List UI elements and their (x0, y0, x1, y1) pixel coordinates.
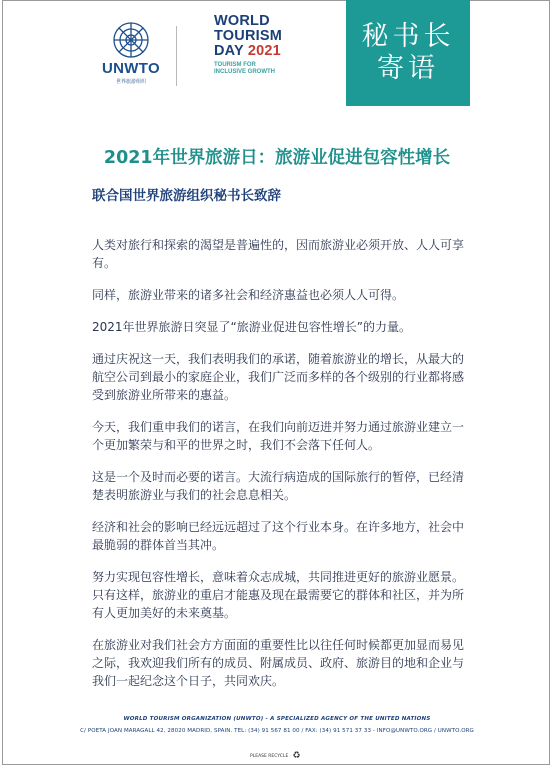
footer-address: C/ POETA JOAN MARAGALL 42, 28020 MADRID, SPAIN. TEL: (34) 91 567 81 00 / FAX: (34) 91 571 37 33 - INFO@UNWTO.ORG / UNWTO.ORG (80, 728, 474, 734)
sg-line-2: 寄语 (377, 53, 439, 84)
wtd-day: DAY (214, 43, 244, 59)
footer-recycle (250, 752, 300, 761)
header-divider (176, 26, 177, 86)
page-subtitle: 联合国世界旅游组织秘书长致辞 (92, 188, 281, 204)
recycle-icon: ♻ (292, 751, 301, 761)
wtd-line-tourism: TOURISM (214, 28, 282, 44)
paragraph: 经济和社会的影响已经远远超过了这个行业本身。在许多地方，社会中最脆弱的群体首当其冲。 (92, 520, 465, 552)
world-tourism-day-logo (214, 14, 324, 94)
wtd-tagline-1: TOURISM FOR (214, 62, 256, 68)
paragraph: 2021年世界旅游日突显了“旅游业促进包容性增长”的力量。 (92, 320, 411, 334)
unwto-subtitle: 世界旅游组织 (115, 79, 146, 85)
unwto-name: UNWTO (102, 60, 160, 77)
wtd-year: 2021 (247, 43, 281, 59)
sg-line-1: 秘书长 (361, 21, 455, 52)
paragraph: 今天，我们重申我们的诺言，在我们向前迈进并努力通过旅游业建立一个更加繁荣与和平的世界之时，我们不会落下任何人。 (92, 420, 465, 452)
paragraph: 在旅游业对我们社会方方面面的重要性比以往任何时候都更加显而易见之际，我欢迎我们所有的成员、附属成员、政府、旅游目的地和企业与我们一起纪念这个日子，共同欢庆。 (92, 638, 465, 688)
paragraph: 这是一个及时而必要的诺言。大流行病造成的国际旅行的暂停，已经清楚表明旅游业与我们的社会息息相关。 (92, 470, 465, 502)
page-title: 2021年世界旅游日：旅游业促进包容性增长 (103, 148, 451, 168)
wtd-line-world: WORLD (214, 13, 270, 29)
paragraph: 人类对旅行和探索的渴望是普遍性的，因而旅游业必须开放、人人可享有。 (92, 238, 465, 270)
message-body (92, 236, 470, 704)
unwto-logo (87, 20, 177, 90)
recycle-label: PLEASE RECYCLE (250, 754, 289, 759)
wtd-line-day (214, 44, 324, 59)
paragraph: 同样，旅游业带来的诸多社会和经济惠益也必须人人可得。 (92, 288, 405, 302)
paragraph: 努力实现包容性增长，意味着众志成城，共同推进更好的旅游业愿景。只有这样，旅游业的重启才能惠及现在最需要它的群体和社区，并为所有人更加美好的未来奠基。 (92, 570, 465, 620)
secretary-general-box (346, 0, 470, 106)
wtd-tagline-2: INCLUSIVE GROWTH (214, 69, 275, 75)
un-globe-icon (111, 20, 151, 60)
footer-organization: WORLD TOURISM ORGANIZATION (UNWTO) - A SPECIALIZED AGENCY OF THE UNITED NATIONS (123, 716, 431, 722)
paragraph: 通过庆祝这一天，我们表明我们的承诺，随着旅游业的增长，从最大的航空公司到最小的家庭企业，我们广泛而多样的各个级别的行业都将感受到旅游业所带来的惠益。 (92, 352, 465, 402)
